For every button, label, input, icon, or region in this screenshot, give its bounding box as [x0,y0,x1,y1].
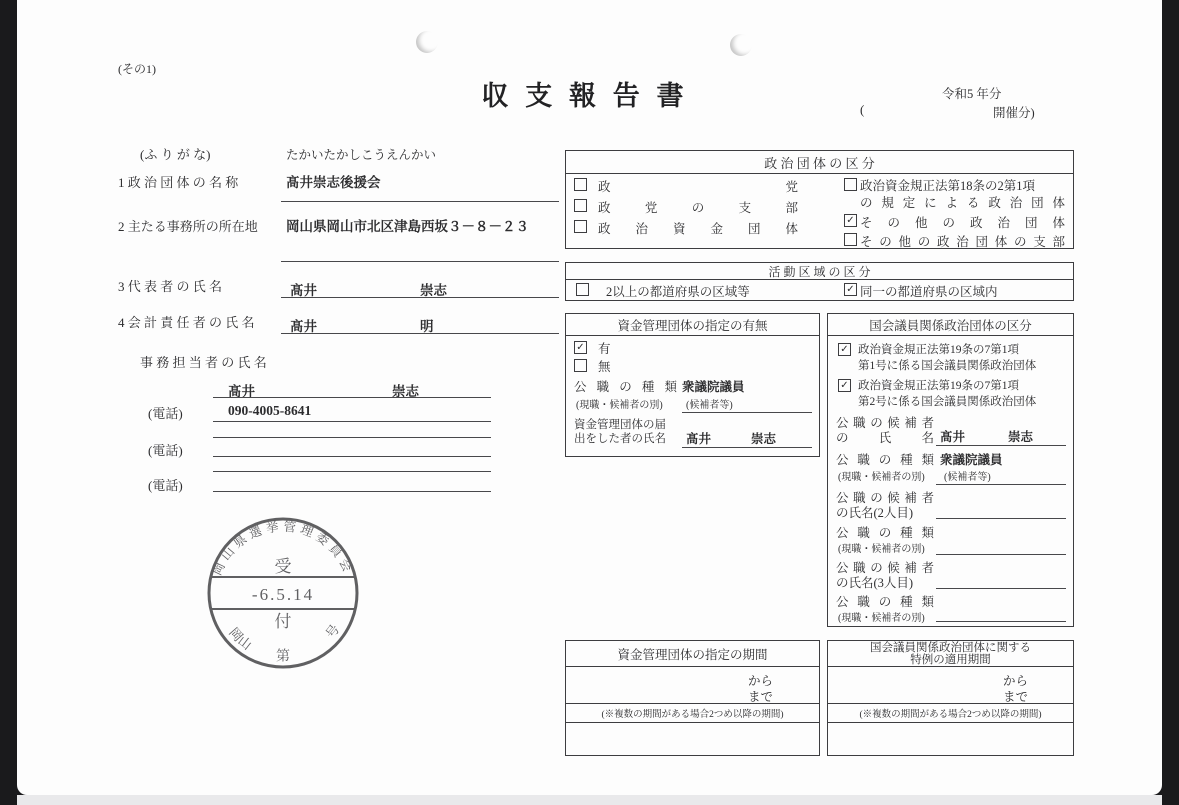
label-article18-line1: 政治資金規正法第18条の2第1項 [860,179,1036,193]
field-underline [213,421,491,422]
phone3-label: (電話) [148,478,183,493]
activity-box-title: 活 動 区 域 の 区 分 [566,263,1073,280]
special-period-title-line2: 特例の適用期間 [910,653,991,666]
label-multi-prefecture: 2以上の都道府県の区域等 [606,285,750,299]
label-fund-yes: 有 [598,342,611,356]
label-article19-no2-line1: 政治資金規正法第19条の7第1項 [858,380,1019,392]
stamp-receive-char: 受 [274,557,292,576]
special-period-title [828,641,1073,667]
field-underline [213,437,491,438]
org-type-box [565,150,1074,249]
label-party: 政 党 [598,180,798,194]
field-underline [281,261,559,262]
reception-stamp [203,513,363,673]
representative-sei: 髙井 [290,283,317,298]
punch-hole-left [416,31,438,53]
checkbox-other-org-branch [844,233,857,246]
punch-hole-right [730,34,752,56]
checkbox-fund-yes: ✓ [574,341,587,354]
label-status-kind: (現職・候補者の別) [576,400,663,411]
org-name-value: 髙井崇志後援会 [286,175,381,190]
label-candidate2-line2: の氏名(2人目) [836,506,914,520]
activity-area-box [565,262,1074,301]
label-office1-status: (現職・候補者の別) [838,472,925,483]
stamp-bottom-left-text: 岡山 [226,624,255,653]
label-office2-status: (現職・候補者の別) [838,544,925,555]
open-paren: ( [860,102,865,117]
checkbox-fund-org [574,220,587,233]
value-office1-status: (候補者等) [944,472,991,483]
org-name-label: 1 政 治 団 体 の 名 称 [118,175,239,190]
checkbox-other-org: ✓ [844,214,857,227]
label-to: まで [748,690,774,704]
field-underline [936,445,1066,446]
value-notifier-mei: 崇志 [751,432,777,446]
sheet-label: (その1) [118,62,156,76]
value-status-kind: (候補者等) [686,400,733,411]
label-article18-line2: の 規 定 に よ る 政 治 団 体 [860,196,1065,210]
label-single-prefecture: 同一の都道府県の区域内 [860,285,998,299]
label-candidate2-line1: 公 職 の 候 補 者 [836,491,934,505]
era-year-label: 令和5 年分 [942,87,1002,101]
org-type-box-title: 政 治 団 体 の 区 分 [566,151,1073,174]
stamp-go-char: 号 [322,621,343,642]
field-underline [936,554,1066,555]
staff-sei: 髙井 [228,384,255,399]
label-office1: 公 職 の 種 類 [836,453,934,467]
field-underline [682,412,812,413]
phone1-value: 090-4005-8641 [228,403,312,418]
label-candidate3-line2: の氏名(3人目) [836,576,914,590]
checkbox-article19-no1: ✓ [838,343,851,356]
label-fund-no: 無 [598,360,611,374]
furigana-value: たかいたかしこうえんかい [286,148,437,162]
diet-org-box [827,313,1074,627]
stamp-ring-text: 岡山県選挙管理委員会 [209,519,357,578]
office-address-value: 岡山県岡山市北区津島西坂３－８－２３ [286,219,529,234]
label-party-branch: 政 党 の 支 部 [598,201,798,215]
field-underline [213,471,491,472]
stamp-tsuke-char: 付 [274,612,292,631]
occasion-label: 開催分) [993,106,1035,120]
checkbox-article19-no2: ✓ [838,379,851,392]
fund-period-title: 資金管理団体の指定の期間 [566,641,819,667]
special-period-note: (※複数の期間がある場合2つめ以降の期間) [828,703,1073,723]
representative-label: 3 代 表 者 の 氏 名 [118,279,223,294]
page-title: 収 支 報 告 書 [481,81,689,111]
field-underline [281,297,559,298]
field-underline [281,333,559,334]
value-notifier-sei: 髙井 [686,432,712,446]
field-underline [936,518,1066,519]
fund-period-note: (※複数の期間がある場合2つめ以降の期間) [566,703,819,723]
label-from: から [748,674,774,688]
label-article19-no2-line2: 第2号に係る国会議員関係政治団体 [858,396,1037,408]
checkbox-party [574,178,587,191]
fund-designation-box [565,313,820,457]
special-period-title-line1: 国会議員関係政治団体に関する [870,641,1031,654]
label-candidate1-line2: の 氏 名 [836,431,934,445]
field-underline [936,484,1066,485]
furigana-label: (ふ り が な) [140,147,211,162]
label-office2: 公 職 の 種 類 [836,526,934,540]
treasurer-label: 4 会 計 責 任 者 の 氏 名 [118,315,255,330]
label-to: まで [1003,690,1029,704]
label-fund-org: 政 治 資 金 団 体 [598,222,798,236]
stamp-dai-char: 第 [276,649,290,665]
phone2-label: (電話) [148,443,183,458]
staff-mei: 崇志 [392,384,419,399]
field-underline [213,491,491,492]
special-period-box [827,640,1074,756]
fund-box-title: 資金管理団体の指定の有無 [566,314,819,336]
label-office-type: 公 職 の 種 類 [574,380,677,394]
value-office-type: 衆議院議員 [682,380,745,394]
representative-mei: 崇志 [420,283,447,298]
treasurer-sei: 髙井 [290,319,317,334]
office-address-label: 2 主たる事務所の所在地 [118,219,258,234]
label-notifier-line2: 出をした者の氏名 [574,433,666,445]
value-candidate1-sei: 髙井 [940,430,966,444]
label-article19-no1-line2: 第1号に係る国会議員関係政治団体 [858,360,1037,372]
label-notifier-line1: 資金管理団体の届 [574,419,666,431]
label-office3-status: (現職・候補者の別) [838,613,925,624]
checkbox-multi-prefecture [576,283,589,296]
fund-period-box [565,640,820,756]
checkbox-party-branch [574,199,587,212]
field-underline [213,456,491,457]
label-other-org-branch: そ の 他 の 政 治 団 体 の 支 部 [860,235,1065,249]
field-underline [213,397,491,398]
field-underline [281,201,559,202]
phone1-label: (電話) [148,406,183,421]
label-other-org: そ の 他 の 政 治 団 体 [860,216,1065,230]
checkbox-article18-org [844,178,857,191]
label-candidate1-line1: 公 職 の 候 補 者 [836,416,934,430]
staff-label: 事 務 担 当 者 の 氏 名 [140,355,267,370]
value-office1: 衆議院議員 [940,453,1003,467]
stamp-date: -6.5.14 [251,585,315,604]
label-candidate3-line1: 公 職 の 候 補 者 [836,561,934,575]
field-underline [936,621,1066,622]
diet-box-title: 国会議員関係政治団体の区分 [828,314,1073,336]
checkbox-fund-no [574,359,587,372]
label-office3: 公 職 の 種 類 [836,595,934,609]
field-underline [936,588,1066,589]
value-candidate1-mei: 崇志 [1008,430,1034,444]
checkbox-single-prefecture: ✓ [844,283,857,296]
label-article19-no1-line1: 政治資金規正法第19条の7第1項 [858,344,1019,356]
label-from: から [1003,674,1029,688]
field-underline [682,447,812,448]
viewer-bottom-strip [17,795,1162,805]
treasurer-mei: 明 [420,319,434,334]
